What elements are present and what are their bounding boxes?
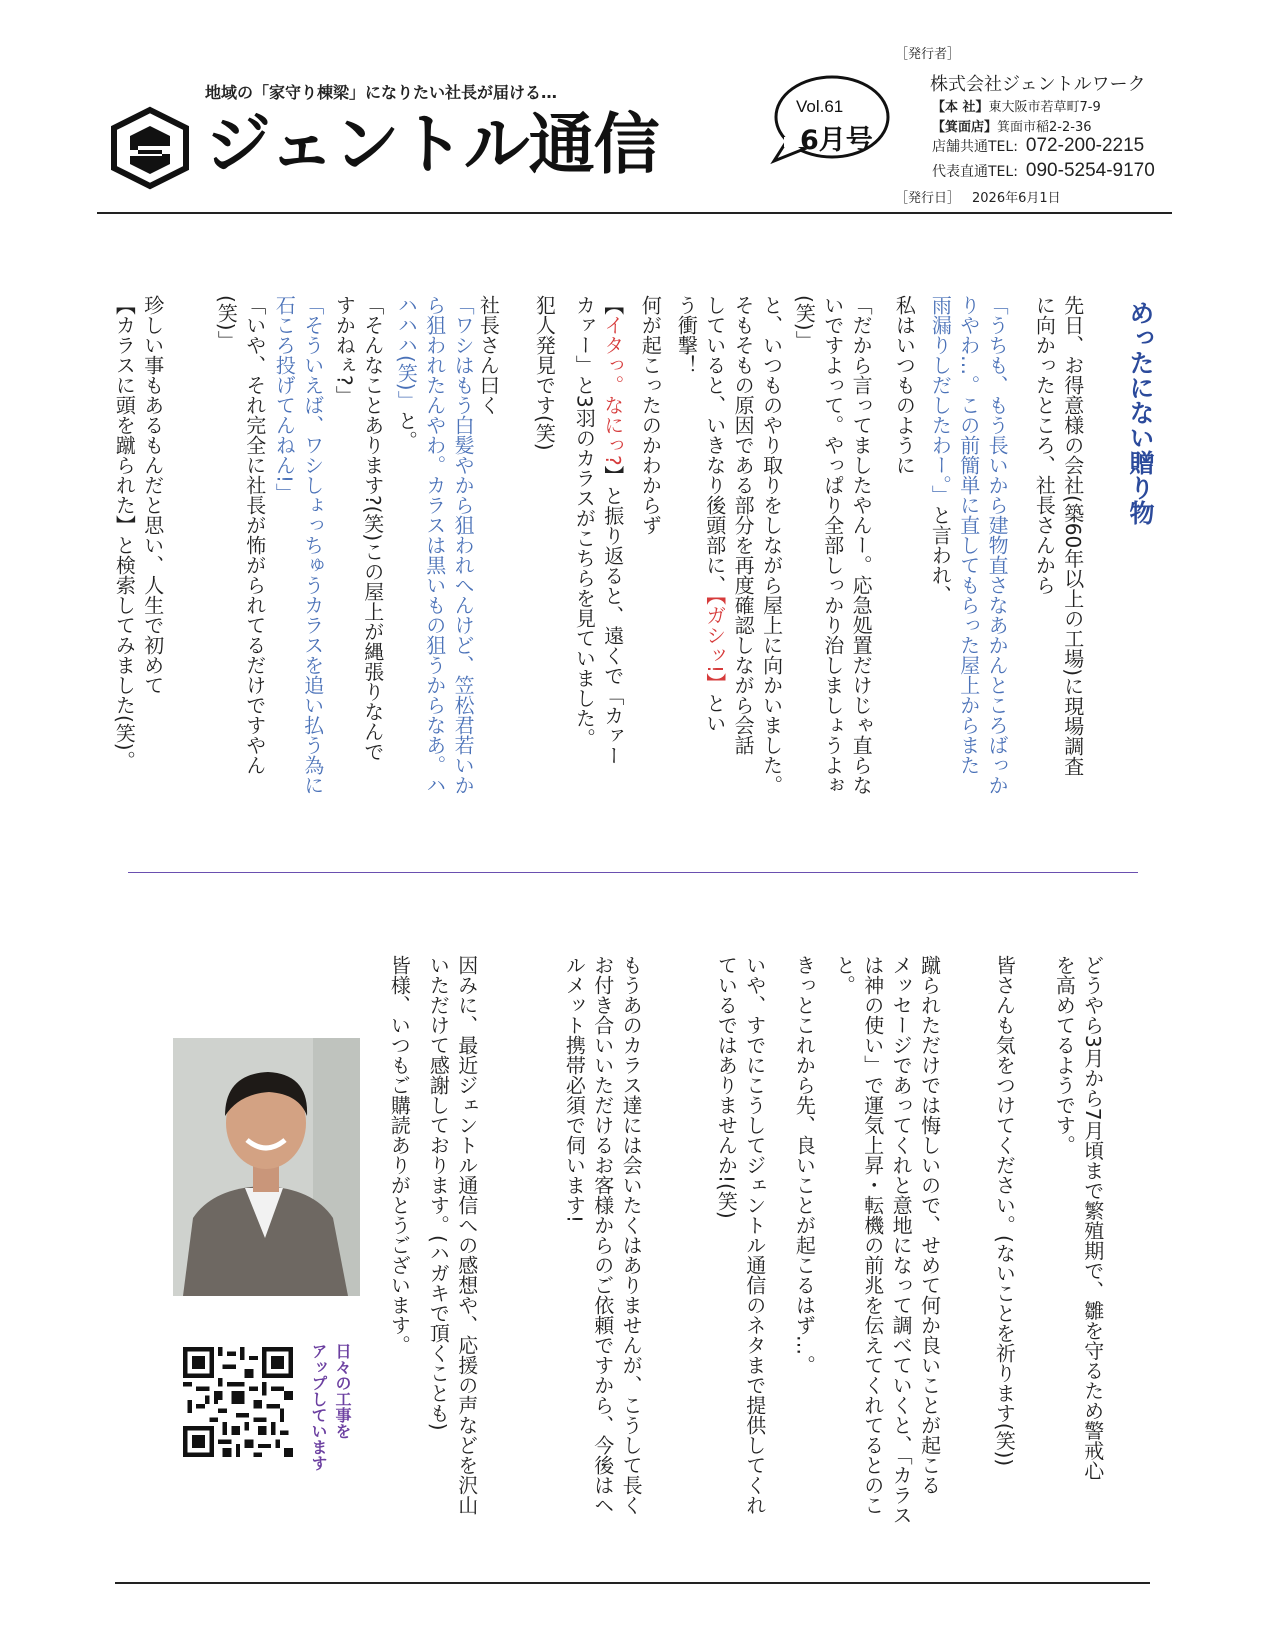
address-main-text: 東大阪市若草町7-9: [988, 100, 1101, 115]
text-line: きっとこれから先、良いことが起こるはず…。: [792, 955, 817, 1375]
quote-line: ハハハ(笑)」: [394, 295, 419, 411]
paragraph-3: [890, 295, 918, 475]
issue-month: 6月号: [800, 125, 873, 156]
quote-line: 「うちも、もう長いから建物直さなあかんところばっか: [985, 295, 1010, 795]
text-line: していると、いきなり後頭部に、: [702, 295, 727, 595]
text-line: ているではありませんか!(笑): [714, 955, 739, 1219]
text-line: 皆さんも気をつけてください。(ないことを祈ります(笑)): [992, 955, 1017, 1467]
text-line: (笑)」: [214, 295, 239, 351]
text-line: う衝撃！: [674, 295, 699, 375]
paragraph-14: [110, 295, 167, 771]
paragraph-6: [636, 295, 664, 535]
section-divider: [128, 872, 1138, 873]
paragraph-11: [330, 295, 387, 761]
tel-direct: [932, 160, 1155, 182]
president-photo: [173, 1038, 360, 1296]
footer-divider: [115, 1582, 1150, 1584]
text-line: に向かったところ、社長さんから: [1032, 295, 1057, 595]
text-line: 私はいつものように: [892, 295, 917, 475]
paragraph-17: [830, 955, 944, 1525]
address-branch-label: 【箕面店】: [932, 120, 998, 135]
text-line: カァー」と3羽のカラスがこちらを見ていました。: [572, 295, 597, 748]
text-line: と。: [394, 410, 419, 451]
text-line: と、いつものやり取りをしながら屋上に向かいました。: [759, 295, 784, 795]
publisher-label: ［発行者］: [895, 47, 961, 62]
paragraph-4: [790, 295, 875, 795]
qr-caption: [306, 1343, 354, 1471]
paragraph-22: [385, 955, 413, 1355]
issue-date: [895, 187, 1061, 206]
text-line: は神の使い」で運気上昇・転機の前兆を伝えてくれてるとのこ: [860, 955, 885, 1515]
quote-line: 雨漏りしだしたわー。」: [928, 295, 953, 505]
impact-sound: 【ガシッ!】: [702, 595, 727, 694]
text-line: 「そんなことあります?(笑)この屋上が縄張りなんで: [360, 295, 385, 762]
address-branch-text: 箕面市稲2-2-36: [997, 120, 1092, 135]
person-portrait-icon: [173, 1038, 360, 1296]
text-line: 犯人発見です(笑): [532, 295, 557, 451]
text-line: お付き合いいただけるお客様からのご依頼ですから、今後はヘ: [590, 955, 615, 1515]
text-line: 【: [600, 295, 625, 315]
address-main-label: 【本 社】: [932, 100, 989, 115]
tagline: 地域の「家守り棟梁」になりたい社長が届ける…: [205, 83, 558, 102]
paragraph-13: [212, 295, 269, 775]
text-line: もうあのカラス達には会いたくはありませんが、こうして長く: [619, 955, 644, 1515]
text-line: 】と振り返ると、遠くで「カァー: [600, 465, 625, 766]
text-line: を高めてるようです。: [1052, 955, 1077, 1155]
paragraph-16: [990, 955, 1018, 1466]
quote-line: 石ころ投げてんねん!」: [272, 295, 297, 504]
quote-line: 「ワシはもう白髪やから狙われへんけど、笠松君若いか: [451, 295, 476, 795]
text-line: 蹴られただけでは悔しいので、せめて何か良いことが起こる: [917, 955, 942, 1495]
paragraph-20: [560, 955, 645, 1515]
quote-line: 「そういえば、ワシしょっちゅうカラスを追い払う為に: [300, 295, 325, 795]
text-line: 因みに、最近ジェントル通信への感想や、応援の声などを沢山: [454, 955, 479, 1515]
paragraph-8: [530, 295, 558, 451]
address-branch: [932, 116, 1091, 135]
qr-caption-line: アップしています: [309, 1343, 328, 1471]
issue-date-value: 2026年6月1日: [972, 191, 1061, 206]
text-line: いただけて感謝しております。(ハガキで頂くことも): [426, 955, 451, 1431]
text-line: と言われ、: [928, 505, 953, 605]
address-main: [932, 96, 1101, 115]
text-line: とい: [702, 693, 727, 734]
paragraph-7: [570, 295, 627, 766]
text-line: そもそもの原因である部分を再度確認しながら会話: [731, 295, 756, 755]
paragraph-19: [712, 955, 769, 1515]
text-line: 【カラスに頭を蹴られた】と検索してみました(笑)。: [112, 295, 137, 771]
text-line: ルメット携帯必須で伺います!: [562, 955, 587, 1224]
paragraph-2: [926, 295, 1011, 795]
tel-shared-number[interactable]: 072-200-2215: [1025, 135, 1145, 156]
qr-caption-line: 日々の工事を: [333, 1343, 352, 1439]
text-line: すかねぇ?」: [332, 295, 357, 406]
text-line: 珍しい事もあるもんだと思い、人生で初めて: [140, 295, 165, 695]
paragraph-12: [270, 295, 327, 795]
tel-shared-label: 店舗共通TEL:: [932, 139, 1018, 155]
article-heading: めったにない贈り物: [1126, 300, 1155, 525]
paragraph-18: [790, 955, 818, 1375]
company-name: 株式会社ジェントルワーク: [930, 74, 1146, 95]
quote-line: りやわ…。この前簡単に直してもらった屋上からまた: [956, 295, 981, 775]
volume-number: Vol.61: [796, 97, 844, 116]
paragraph-1: [1030, 295, 1087, 776]
text-line: 「だから言ってましたやんー。応急処置だけじゃ直らな: [849, 295, 874, 795]
text-line: 「いや、それ完全に社長が怖がられてるだけですやん: [242, 295, 267, 775]
tel-direct-label: 代表直通TEL:: [932, 164, 1018, 180]
text-line: 先日、お得意様の会社(築60年以上の工場)に現場調査: [1060, 295, 1085, 777]
issue-date-label: ［発行日］: [895, 191, 961, 206]
paragraph-9: [474, 295, 502, 415]
newsletter-title: ジェントル通信: [205, 106, 659, 183]
text-line: どうやら3月から7月頃まで繁殖期で、雛を守るため警戒心: [1080, 955, 1105, 1481]
text-line: (笑)」: [792, 295, 817, 351]
tel-direct-number[interactable]: 090-5254-9170: [1025, 160, 1155, 181]
text-line: いや、すでにこうしてジェントル通信のネタまで提供してくれ: [742, 955, 767, 1515]
paragraph-21: [424, 955, 481, 1515]
text-line: いですよって。やっぱり全部しっかり治しましょうよぉ: [820, 295, 845, 795]
text-line: と。: [832, 955, 857, 995]
tel-shared: [932, 135, 1144, 157]
paragraph-15: [1050, 955, 1107, 1480]
quote-line: ら狙われたんやわ。カラスは黒いもの狙うからなあ。ハ: [422, 295, 447, 795]
qr-code-icon[interactable]: [183, 1347, 293, 1457]
exclamation-text: イタっ。なにっ?: [600, 315, 625, 466]
company-logo-icon: [108, 106, 192, 190]
header-divider: [97, 212, 1172, 214]
text-line: 何が起こったのかわからず: [638, 295, 663, 535]
paragraph-10: [392, 295, 477, 795]
paragraph-5: [672, 295, 786, 795]
text-line: メッセージであってくれと意地になって調べていくと、「カラス: [889, 955, 914, 1525]
text-line: 皆様、いつもご購読ありがとうございます。: [387, 955, 412, 1355]
text-line: 社長さん曰く: [476, 295, 501, 415]
